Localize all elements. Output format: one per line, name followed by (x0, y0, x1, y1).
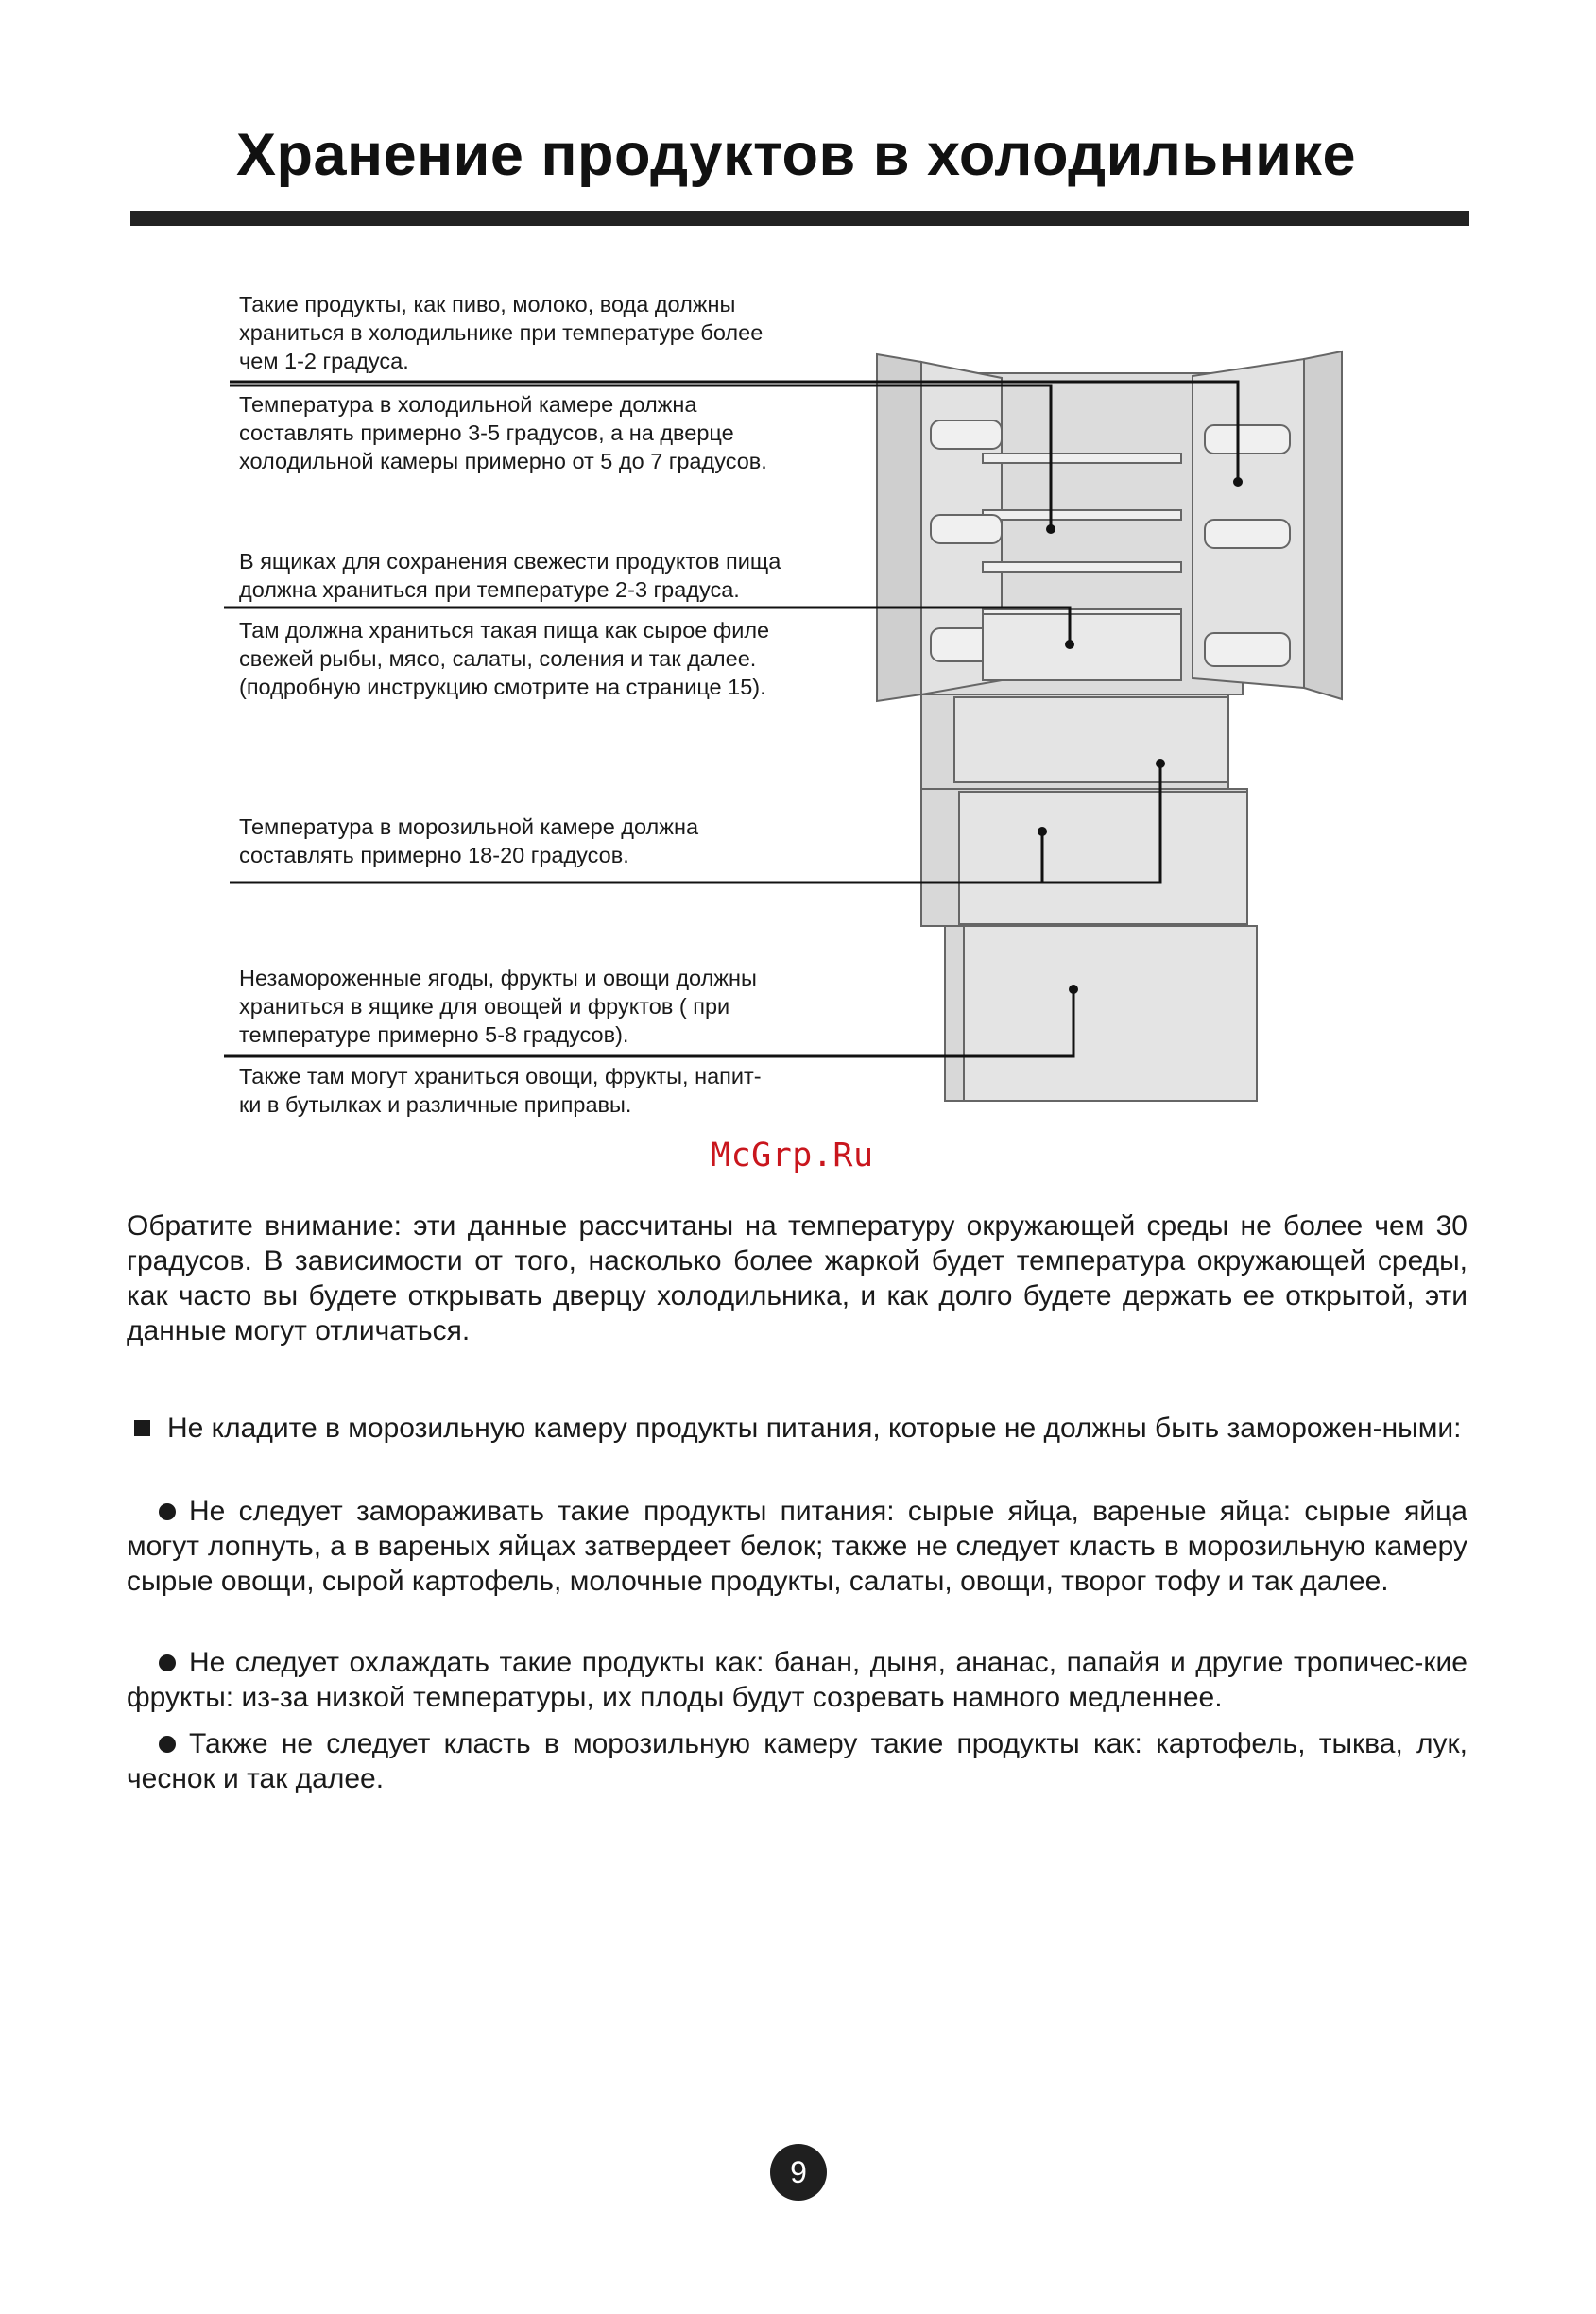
callout-line: храниться в ящике для овощей и фруктов ( при (239, 994, 730, 1019)
callout-veg (239, 1062, 865, 1119)
callout-line: Такие продукты, как пиво, молоко, вода должны (239, 292, 736, 317)
warning-text: Не кладите в морозильную камеру продукты питания, которые не должны быть заморожен-ными: (167, 1413, 1462, 1444)
bullet-item (127, 1726, 1467, 1796)
callout-fish (239, 616, 865, 701)
attention-note: Обратите внимание: эти данные рассчитаны на температуру окружающей среды не более чем 30 градусов. В зависимости от того, насколько более жаркой будет температура окружающей среды, как часто вы будете открывать дверцу холодильника, и как долго будете держать ее открытой, эти данные могут отличаться. (127, 1210, 1467, 1346)
page-title: Хранение продуктов в холодильнике (236, 122, 1356, 188)
page-number: 9 (770, 2144, 827, 2201)
bullet-text: Не следует охлаждать такие продукты как: банан, дыня, ананас, папайя и другие тропичес-кие фрукты: из-за низкой температуры, их плоды будут созревать намного медленнее. (127, 1647, 1467, 1713)
bullet-item (127, 1494, 1467, 1599)
callout-freezer-temp (239, 813, 865, 869)
callout-line: должна храниться при температуре 2-3 градуса. (239, 577, 740, 602)
watermark: McGrp.Ru (711, 1137, 874, 1174)
callout-line: составлять примерно 3-5 градусов, а на дверце (239, 420, 734, 445)
callout-line: свежей рыбы, мясо, салаты, соления и так далее. (239, 646, 757, 671)
callout-line: составлять примерно 18-20 градусов. (239, 843, 629, 867)
callout-berries (239, 964, 865, 1049)
callout-line: температуре примерно 5-8 градусов). (239, 1022, 629, 1047)
callout-line: Там должна храниться такая пища как сырое филе (239, 618, 770, 643)
round-bullet-icon (159, 1503, 176, 1520)
round-bullet-icon (159, 1736, 176, 1753)
callout-line: чем 1-2 градуса. (239, 349, 409, 373)
callout-line: Также там могут храниться овощи, фрукты, напит- (239, 1064, 762, 1088)
callout-line: В ящиках для сохранения свежести продуктов пища (239, 549, 781, 574)
callout-line: Температура в холодильной камере должна (239, 392, 697, 417)
callout-line: ки в бутылках и различные приправы. (239, 1092, 632, 1117)
bullet-text: Не следует замораживать такие продукты питания: сырые яйца, вареные яйца: сырые яйца могут лопнуть, а в вареных яйцах затвердеет белок; также не следует класть в морозильную камеру сырые овощи, сырой картофель, молочные продукты, салаты, овощи, творог тофу и так далее. (127, 1496, 1467, 1597)
bullet-item (127, 1645, 1467, 1715)
warning-item (127, 1411, 1467, 1446)
callout-beer (239, 290, 865, 375)
square-bullet-icon (134, 1420, 150, 1436)
callout-fresh-boxes (239, 547, 865, 604)
callout-line: Незамороженные ягоды, фрукты и овощи должны (239, 966, 757, 990)
callout-line: храниться в холодильнике при температуре более (239, 320, 764, 345)
callout-fridge-temp (239, 390, 865, 475)
callout-line: Температура в морозильной камере должна (239, 814, 699, 839)
callout-line: холодильной камеры примерно от 5 до 7 градусов. (239, 449, 767, 473)
round-bullet-icon (159, 1654, 176, 1671)
bullet-text: Также не следует класть в морозильную камеру такие продукты как: картофель, тыква, лук, чеснок и так далее. (127, 1728, 1467, 1794)
callout-line: (подробную инструкцию смотрите на странице 15). (239, 675, 766, 699)
